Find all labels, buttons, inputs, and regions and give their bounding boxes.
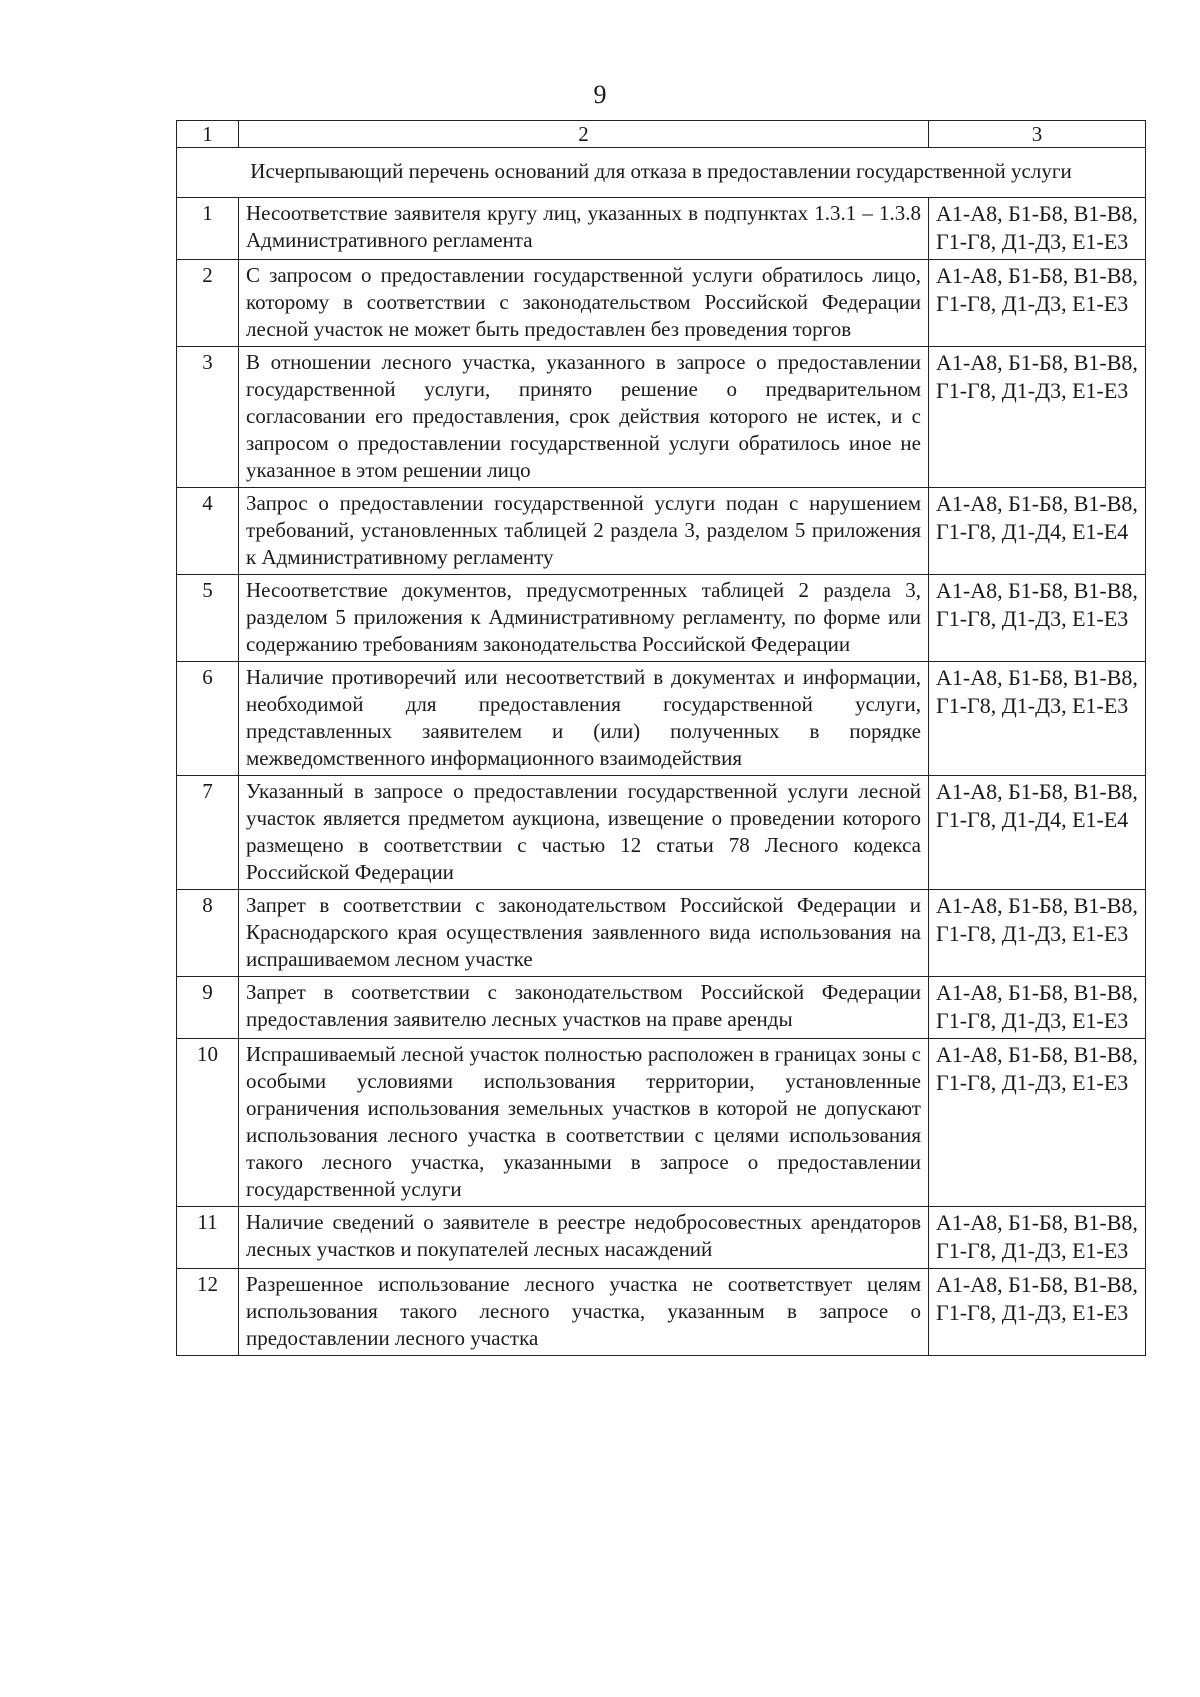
row-codes: [929, 1269, 1146, 1356]
row-codes: [929, 1207, 1146, 1269]
row-ground-text: С запросом о предоставлении государственной услуги обратилось лицо, которому в соответствии с законодательством Российской Федерации лесной участок не может быть предоставлен без проведения торгов: [239, 260, 929, 347]
table-row: [177, 776, 1146, 890]
row-number: 2: [177, 260, 239, 347]
row-number: 11: [177, 1207, 239, 1269]
row-codes: [929, 1039, 1146, 1207]
row-codes-line-1: А1-А8, Б1-Б8, В1-В8,: [936, 263, 1138, 288]
row-codes: [929, 977, 1146, 1039]
table-row: [177, 260, 1146, 347]
row-ground-text: Несоответствие документов, предусмотренных таблицей 2 раздела 3, разделом 5 приложения к Административному регламенту, по форме или содержанию требованиям законодательства Российской Федерации: [239, 575, 929, 662]
row-codes-line-2: Г1-Г8, Д1-Д3, Е1-Е3: [936, 229, 1129, 254]
row-codes-line-2: Г1-Г8, Д1-Д3, Е1-Е3: [936, 1070, 1129, 1095]
row-codes-line-2: Г1-Г8, Д1-Д4, Е1-Е4: [936, 807, 1129, 832]
row-number: 6: [177, 662, 239, 776]
row-codes-line-2: Г1-Г8, Д1-Д3, Е1-Е3: [936, 1238, 1129, 1263]
row-number: 5: [177, 575, 239, 662]
row-codes-line-1: А1-А8, Б1-Б8, В1-В8,: [936, 350, 1138, 375]
table-row: [177, 575, 1146, 662]
row-ground-text: В отношении лесного участка, указанного в запросе о предоставлении государственной услуги, принято решение о предварительном согласовании его предоставления, срок действия которого не истек, и с запросом о предоставлении государственной услуги обратилось иное не указанное в этом решении лицо: [239, 347, 929, 488]
row-number: 1: [177, 198, 239, 260]
header-col-3: 3: [929, 121, 1146, 148]
row-codes: [929, 575, 1146, 662]
row-number: 10: [177, 1039, 239, 1207]
row-codes-line-1: А1-А8, Б1-Б8, В1-В8,: [936, 980, 1138, 1005]
row-ground-text: Наличие сведений о заявителе в реестре недобросовестных арендаторов лесных участков и покупателей лесных насаждений: [239, 1207, 929, 1269]
row-codes-line-2: Г1-Г8, Д1-Д3, Е1-Е3: [936, 1008, 1129, 1033]
table-row: [177, 198, 1146, 260]
row-codes-line-1: А1-А8, Б1-Б8, В1-В8,: [936, 491, 1138, 516]
row-codes-line-1: А1-А8, Б1-Б8, В1-В8,: [936, 1210, 1138, 1235]
table-row: [177, 1039, 1146, 1207]
row-number: 12: [177, 1269, 239, 1356]
row-ground-text: Запрет в соответствии с законодательством Российской Федерации и Краснодарского края осуществления заявленного вида использования на испрашиваемом лесном участке: [239, 890, 929, 977]
table-header-row: [177, 121, 1146, 148]
row-codes: [929, 198, 1146, 260]
row-ground-text: Запрос о предоставлении государственной услуги подан с нарушением требований, установленных таблицей 2 раздела 3, разделом 5 приложения к Административному регламенту: [239, 488, 929, 575]
row-codes: [929, 662, 1146, 776]
row-codes: [929, 260, 1146, 347]
row-codes-line-1: А1-А8, Б1-Б8, В1-В8,: [936, 779, 1138, 804]
section-row: [177, 148, 1146, 198]
header-col-1: 1: [177, 121, 239, 148]
row-codes-line-2: Г1-Г8, Д1-Д3, Е1-Е3: [936, 378, 1129, 403]
row-ground-text: Разрешенное использование лесного участка не соответствует целям использования такого лесного участка, указанным в запросе о предоставлении лесного участка: [239, 1269, 929, 1356]
refusal-grounds-table: [176, 120, 1146, 1356]
row-codes-line-2: Г1-Г8, Д1-Д3, Е1-Е3: [936, 693, 1129, 718]
row-codes: [929, 776, 1146, 890]
row-codes-line-1: А1-А8, Б1-Б8, В1-В8,: [936, 665, 1138, 690]
row-number: 8: [177, 890, 239, 977]
row-codes: [929, 347, 1146, 488]
row-codes-line-1: А1-А8, Б1-Б8, В1-В8,: [936, 1042, 1138, 1067]
row-codes-line-2: Г1-Г8, Д1-Д3, Е1-Е3: [936, 921, 1129, 946]
table-row: [177, 977, 1146, 1039]
row-codes-line-1: А1-А8, Б1-Б8, В1-В8,: [936, 893, 1138, 918]
row-codes-line-2: Г1-Г8, Д1-Д4, Е1-Е4: [936, 519, 1129, 544]
row-codes-line-2: Г1-Г8, Д1-Д3, Е1-Е3: [936, 291, 1129, 316]
row-ground-text: Наличие противоречий или несоответствий в документах и информации, необходимой для предоставления государственной услуги, представленных заявителем и (или) полученных в порядке межведомственного информационного взаимодействия: [239, 662, 929, 776]
table-row: [177, 1207, 1146, 1269]
row-number: 4: [177, 488, 239, 575]
row-number: 9: [177, 977, 239, 1039]
page-number: 9: [593, 80, 607, 109]
row-ground-text: Испрашиваемый лесной участок полностью расположен в границах зоны с особыми условиями использования территории, установленные ограничения использования земельных участков в которой не допускают использования лесного участка в соответствии с целями использования такого лесного участка, указанными в запросе о предоставлении государственной услуги: [239, 1039, 929, 1207]
table-row: [177, 662, 1146, 776]
row-codes-line-1: А1-А8, Б1-Б8, В1-В8,: [936, 1272, 1138, 1297]
header-col-2: 2: [239, 121, 929, 148]
table-row: [177, 488, 1146, 575]
row-number: 7: [177, 776, 239, 890]
row-ground-text: Запрет в соответствии с законодательством Российской Федерации предоставления заявителю лесных участков на праве аренды: [239, 977, 929, 1039]
row-codes: [929, 890, 1146, 977]
row-codes-line-1: А1-А8, Б1-Б8, В1-В8,: [936, 201, 1138, 226]
row-ground-text: Несоответствие заявителя кругу лиц, указанных в подпунктах 1.3.1 – 1.3.8 Административного регламента: [239, 198, 929, 260]
section-title: Исчерпывающий перечень оснований для отказа в предоставлении государственной услуги: [177, 148, 1146, 198]
table-row: [177, 890, 1146, 977]
row-codes-line-2: Г1-Г8, Д1-Д3, Е1-Е3: [936, 1300, 1129, 1325]
row-number: 3: [177, 347, 239, 488]
table-row: [177, 1269, 1146, 1356]
table-row: [177, 347, 1146, 488]
row-codes: [929, 488, 1146, 575]
row-codes-line-2: Г1-Г8, Д1-Д3, Е1-Е3: [936, 606, 1129, 631]
row-codes-line-1: А1-А8, Б1-Б8, В1-В8,: [936, 578, 1138, 603]
row-ground-text: Указанный в запросе о предоставлении государственной услуги лесной участок является предметом аукциона, извещение о проведении которого размещено в соответствии с частью 12 статьи 78 Лесного кодекса Российской Федерации: [239, 776, 929, 890]
